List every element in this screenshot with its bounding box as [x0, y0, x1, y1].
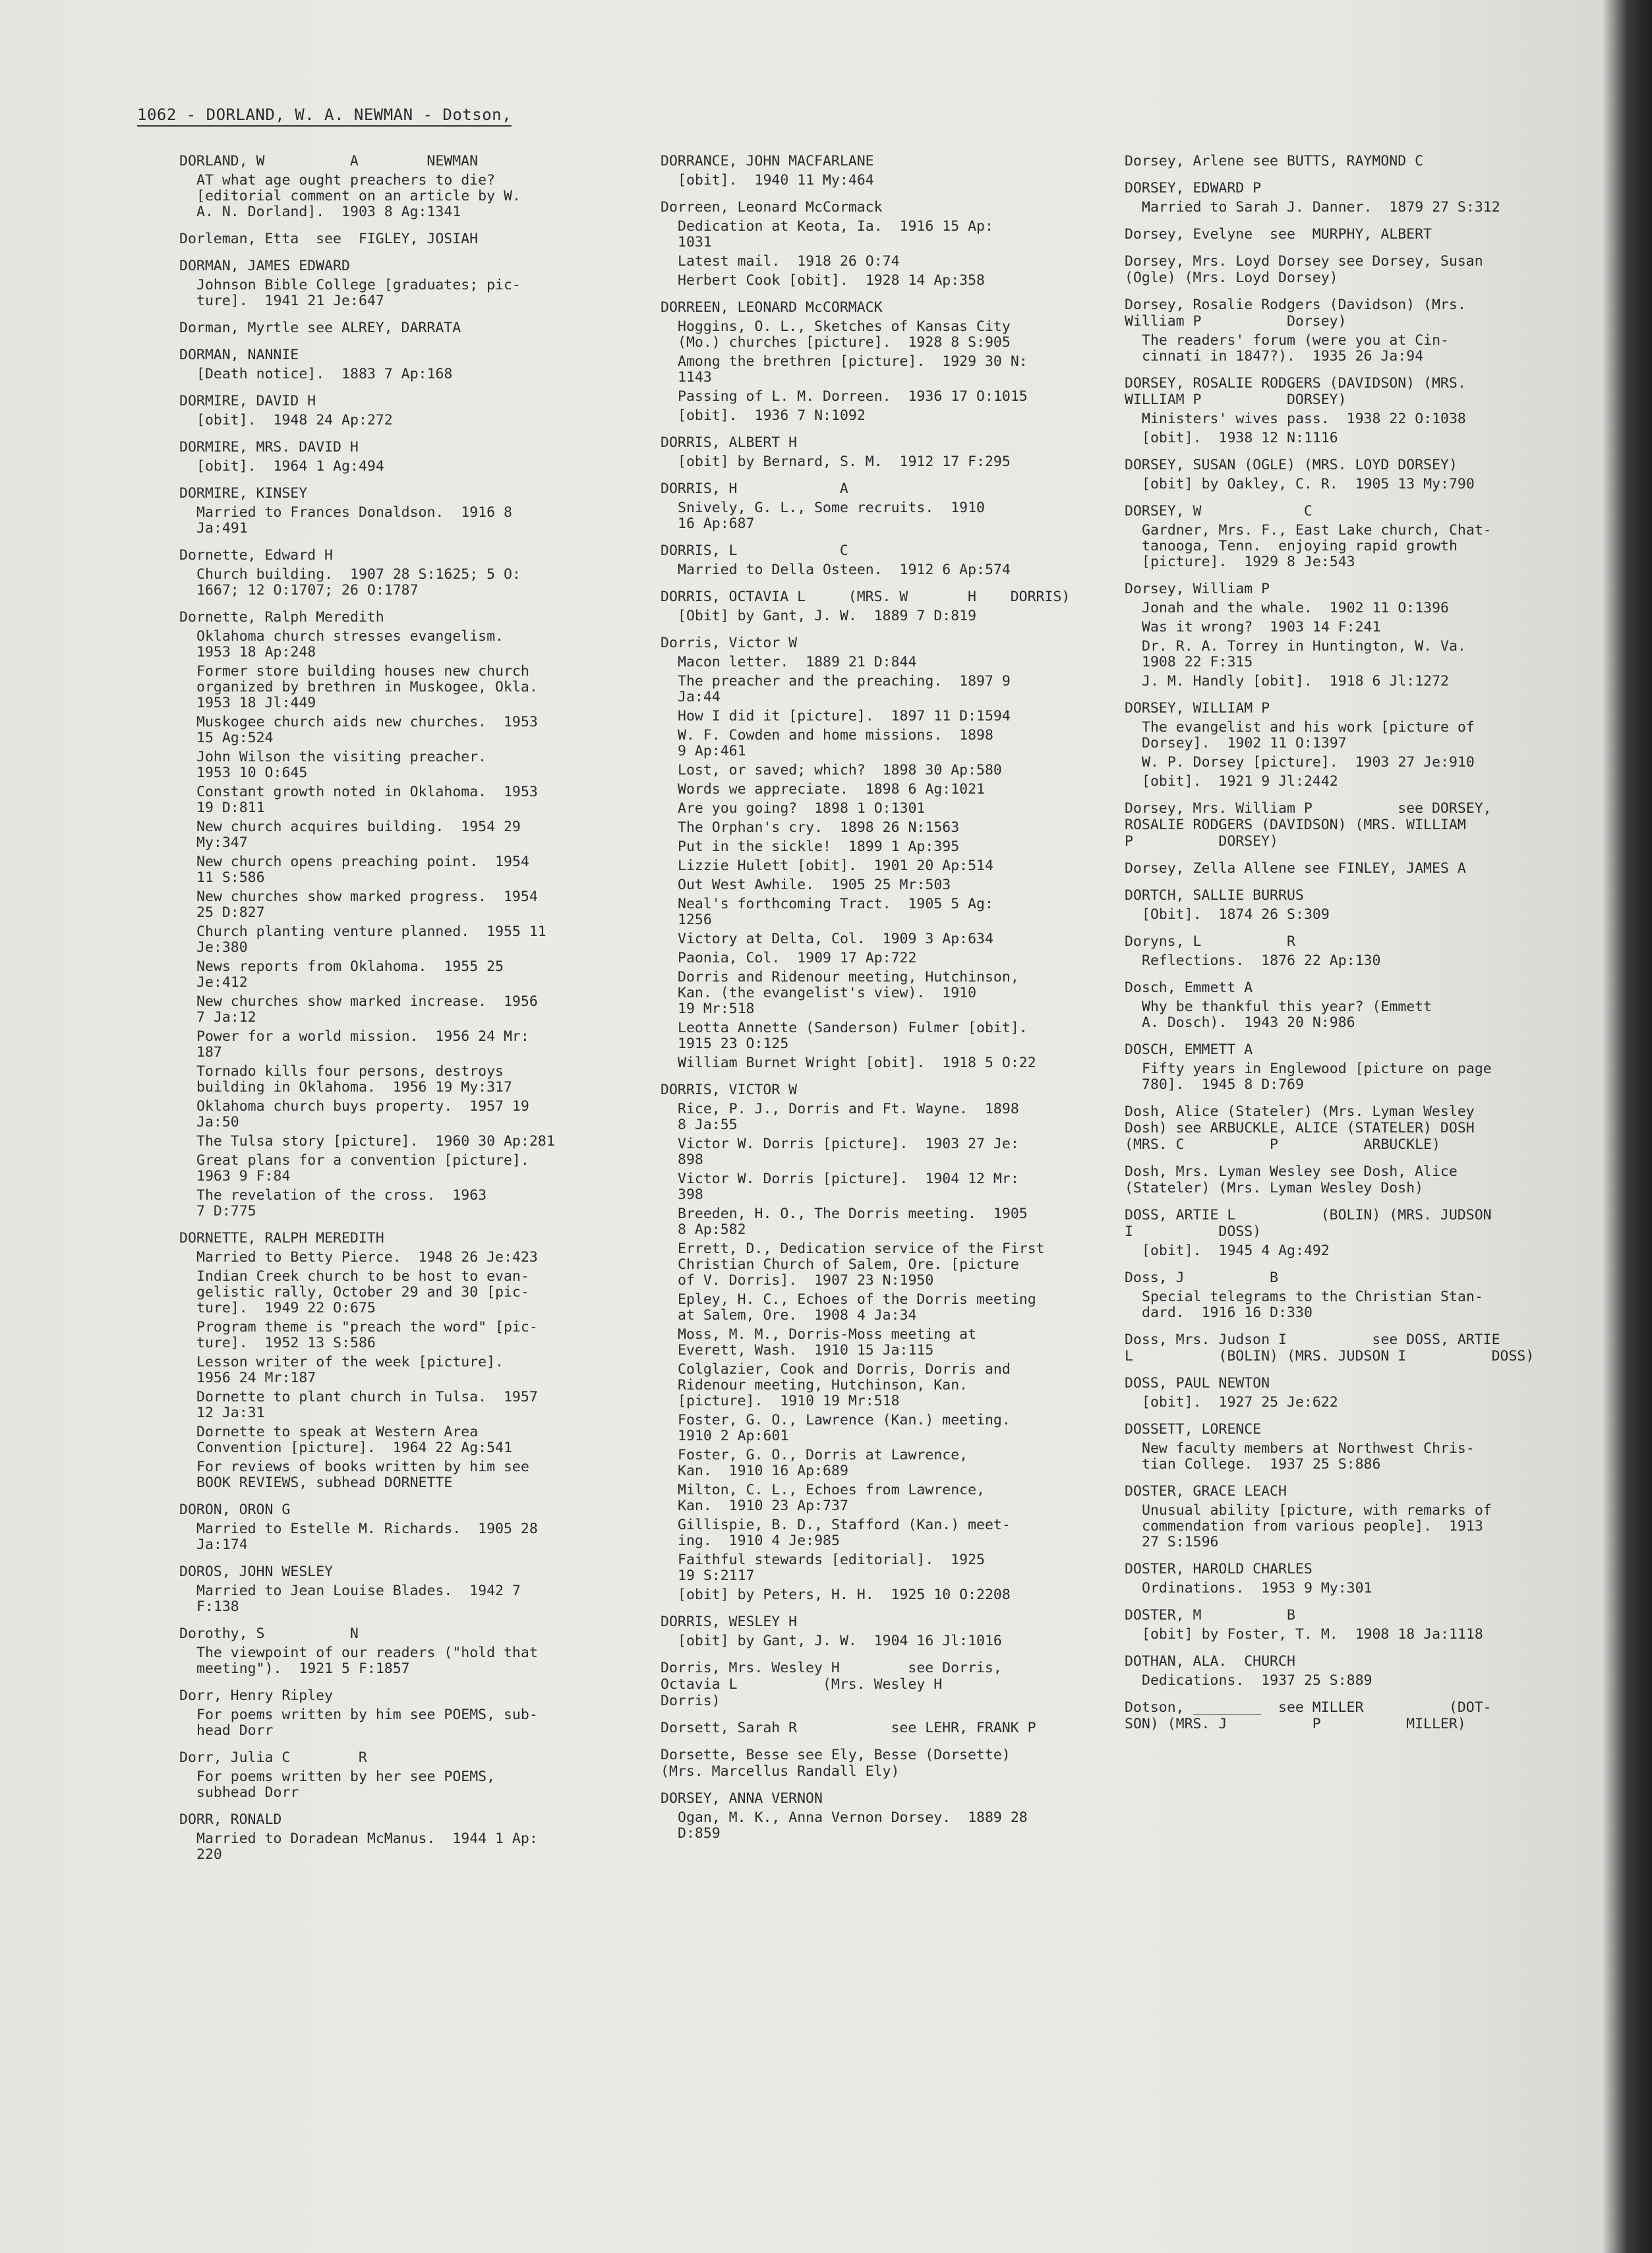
index-entry [178, 258, 606, 309]
citation-line: [obit]. 1938 12 N:1116 [1142, 430, 1338, 446]
running-head: 1062 - DORLAND, W. A. NEWMAN - Dotson, [137, 105, 512, 127]
citation-line: Victor W. Dorris [picture]. 1903 27 Je: 898 [678, 1136, 1019, 1168]
index-entry [659, 1790, 1094, 1842]
index-entry [178, 1749, 606, 1801]
index-entry [659, 434, 1094, 470]
index-entry [1123, 457, 1572, 492]
citation-line: Dorris and Ridenour meeting, Hutchinson, Kan. (the evangelist's view). 1910 19 Mr:518 [678, 969, 1019, 1017]
index-column-2 [659, 153, 1094, 1852]
citation-line: Oklahoma church buys property. 1957 19 Ja:50 [196, 1098, 529, 1130]
citation-line: [obit]. 1921 9 Jl:2442 [1142, 773, 1338, 790]
index-entry [1123, 1483, 1572, 1550]
index-entry [659, 635, 1094, 1071]
entry-heading: DOSS, PAUL NEWTON [1125, 1375, 1270, 1391]
index-entry [178, 347, 606, 382]
entry-heading: DORSEY, W C [1125, 503, 1313, 519]
citation-line: [obit]. 1945 4 Ag:492 [1142, 1243, 1330, 1259]
index-entry [178, 1502, 606, 1553]
index-entry [1123, 1163, 1572, 1196]
entry-heading: Dorothy, S N [179, 1625, 359, 1642]
citation-line: How I did it [picture]. 1897 11 D:1594 [678, 708, 1011, 724]
index-entry [1123, 297, 1572, 365]
index-entry [1123, 180, 1572, 216]
entry-heading: DOSTER, M B [1125, 1607, 1295, 1624]
citation-line: W. P. Dorsey [picture]. 1903 27 Je:910 [1142, 754, 1475, 771]
entry-heading: DORMIRE, MRS. DAVID H [179, 439, 359, 455]
entry-heading: Dorsey, Zella Allene see FINLEY, JAMES A [1125, 860, 1466, 877]
citation-line: Married to Betty Pierce. 1948 26 Je:423 [196, 1249, 538, 1266]
citation-line: Neal's forthcoming Tract. 1905 5 Ag: 1256 [678, 896, 993, 928]
citation-line: Lost, or saved; which? 1898 30 Ap:580 [678, 762, 1002, 778]
entry-heading: Dorman, Myrtle see ALREY, DARRATA [179, 320, 461, 336]
entry-heading: Dorris, Mrs. Wesley H see Dorris, Octavia L (Mrs. Wesley H Dorris) [661, 1660, 1002, 1709]
citation-line: The preacher and the preaching. 1897 9 Ja:44 [678, 673, 1011, 705]
entry-heading: DORRIS, H A [661, 481, 848, 497]
index-entry [1123, 153, 1572, 169]
index-column-1 [178, 153, 606, 1873]
citation-line: W. F. Cowden and home missions. 1898 9 Ap:461 [678, 727, 993, 759]
entry-heading: Dosch, Emmett A [1125, 980, 1253, 996]
citation-line: Why be thankful this year? (Emmett A. Dosch). 1943 20 N:986 [1142, 999, 1432, 1031]
citation-line: Great plans for a convention [picture]. 1963 9 F:84 [196, 1152, 529, 1185]
citation-line: [Obit] by Gant, J. W. 1889 7 D:819 [678, 608, 977, 624]
entry-heading: DORRIS, L C [661, 542, 848, 559]
index-entry [1123, 1699, 1572, 1732]
index-entry [178, 1811, 606, 1863]
index-entry [178, 1687, 606, 1739]
index-entry [1123, 1103, 1572, 1153]
entry-heading: Dotson, ________ see MILLER (DOT- SON) (MRS. J P MILLER) [1125, 1699, 1492, 1732]
entry-heading: Dorsett, Sarah R see LEHR, FRANK P [661, 1720, 1036, 1736]
citation-line: Macon letter. 1889 21 D:844 [678, 654, 917, 670]
citation-line: Indian Creek church to be host to evan- gelistic rally, October 29 and 30 [pic- ture]. 1949 22 O:675 [196, 1268, 529, 1316]
citation-line: Johnson Bible College [graduates; pic- ture]. 1941 21 Je:647 [196, 277, 521, 309]
citation-line: The Orphan's cry. 1898 26 N:1563 [678, 819, 960, 836]
citation-line: Moss, M. M., Dorris-Moss meeting at Everett, Wash. 1910 15 Ja:115 [678, 1326, 977, 1359]
index-entry [1123, 1421, 1572, 1473]
entry-heading: DORRANCE, JOHN MACFARLANE [661, 153, 874, 169]
entry-heading: DOSSETT, LORENCE [1125, 1421, 1262, 1438]
index-entry [659, 1082, 1094, 1603]
index-entry [1123, 887, 1572, 923]
entry-heading: DOSCH, EMMETT A [1125, 1041, 1253, 1058]
citation-line: Gillispie, B. D., Stafford (Kan.) meet- ing. 1910 4 Je:985 [678, 1517, 1011, 1549]
citation-line: Church planting venture planned. 1955 11 Je:380 [196, 923, 546, 956]
citation-line: Former store building houses new church organized by brethren in Muskogee, Okla. 1953 18 Jl:449 [196, 663, 538, 711]
citation-line: Foster, G. O., Lawrence (Kan.) meeting. 1910 2 Ap:601 [678, 1412, 1011, 1444]
index-entry [178, 609, 606, 1219]
entry-heading: Dorsette, Besse see Ely, Besse (Dorsette) (Mrs. Marcellus Randall Ely) [661, 1747, 1011, 1780]
citation-line: Snively, G. L., Some recruits. 1910 16 Ap:687 [678, 500, 985, 532]
entry-heading: DORRIS, WESLEY H [661, 1614, 798, 1630]
citation-line: Latest mail. 1918 26 O:74 [678, 253, 900, 270]
index-entry [659, 1660, 1094, 1709]
entry-heading: DORMAN, NANNIE [179, 347, 299, 363]
entry-heading: DORMIRE, DAVID H [179, 393, 316, 409]
citation-line: AT what age ought preachers to die? [editorial comment on an article by W. A. N. Dorland]. 1903 8 Ag:1341 [196, 172, 521, 220]
citation-line: [obit]. 1936 7 N:1092 [678, 407, 866, 424]
entry-heading: Dorsey, Evelyne see MURPHY, ALBERT [1125, 226, 1432, 243]
index-entry [1123, 800, 1572, 850]
entry-heading: DORTCH, SALLIE BURRUS [1125, 887, 1304, 904]
citation-line: Dornette to plant church in Tulsa. 1957 12 Ja:31 [196, 1389, 538, 1421]
citation-line: The revelation of the cross. 1963 7 D:775 [196, 1187, 487, 1219]
citation-line: Married to Jean Louise Blades. 1942 7 F:138 [196, 1583, 521, 1615]
citation-line: [obit] by Peters, H. H. 1925 10 O:2208 [678, 1587, 1011, 1603]
citation-line: Married to Sarah J. Danner. 1879 27 S:312 [1142, 199, 1500, 216]
citation-line: Was it wrong? 1903 14 F:241 [1142, 619, 1381, 635]
entry-heading: DORMAN, JAMES EDWARD [179, 258, 350, 274]
citation-line: Hoggins, O. L., Sketches of Kansas City (Mo.) churches [picture]. 1928 8 S:905 [678, 318, 1011, 351]
entry-heading: DORSEY, ROSALIE RODGERS (DAVIDSON) (MRS. WILLIAM P DORSEY) [1125, 375, 1466, 408]
index-entry [659, 481, 1094, 532]
citation-line: Power for a world mission. 1956 24 Mr: 187 [196, 1028, 529, 1061]
index-entry [1123, 980, 1572, 1031]
citation-line: Tornado kills four persons, destroys building in Oklahoma. 1956 19 My:317 [196, 1063, 512, 1096]
entry-heading: Dornette, Edward H [179, 547, 333, 564]
index-entry [1123, 581, 1572, 689]
index-entry [1123, 1375, 1572, 1411]
citation-line: Lesson writer of the week [picture]. 1956 24 Mr:187 [196, 1354, 504, 1386]
entry-heading: DOSS, ARTIE L (BOLIN) (MRS. JUDSON I DOSS) [1125, 1207, 1492, 1240]
index-entry [178, 231, 606, 247]
citation-line: Program theme is "preach the word" [pic- ture]. 1952 13 S:586 [196, 1319, 538, 1351]
citation-line: Constant growth noted in Oklahoma. 1953 19 D:811 [196, 784, 538, 816]
index-entry [178, 320, 606, 336]
citation-line: Leotta Annette (Sanderson) Fulmer [obit]. 1915 23 O:125 [678, 1020, 1028, 1052]
citation-line: News reports from Oklahoma. 1955 25 Je:412 [196, 958, 504, 991]
citation-line: Victory at Delta, Col. 1909 3 Ap:634 [678, 931, 993, 947]
entry-heading: DORR, RONALD [179, 1811, 282, 1828]
citation-line: Breeden, H. O., The Dorris meeting. 1905 8 Ap:582 [678, 1206, 1028, 1238]
citation-line: The viewpoint of our readers ("hold that meeting"). 1921 5 F:1857 [196, 1645, 538, 1677]
citation-line: Lizzie Hulett [obit]. 1901 20 Ap:514 [678, 858, 993, 874]
entry-heading: DORREEN, LEONARD McCORMACK [661, 299, 883, 316]
entry-heading: DOTHAN, ALA. CHURCH [1125, 1653, 1295, 1670]
citation-line: Among the brethren [picture]. 1929 30 N: 1143 [678, 353, 1028, 386]
citation-line: [Death notice]. 1883 7 Ap:168 [196, 366, 453, 382]
index-entry [659, 1747, 1094, 1780]
entry-heading: DORRIS, ALBERT H [661, 434, 798, 451]
citation-line: Church building. 1907 28 S:1625; 5 O: 1667; 12 O:1707; 26 O:1787 [196, 566, 521, 599]
citation-line: Foster, G. O., Dorris at Lawrence, Kan. 1910 16 Ap:689 [678, 1447, 968, 1479]
entry-heading: DORSEY, ANNA VERNON [661, 1790, 823, 1807]
entry-heading: Dosh, Mrs. Lyman Wesley see Dosh, Alice (Stateler) (Mrs. Lyman Wesley Dosh) [1125, 1163, 1458, 1196]
entry-heading: Dorsey, Rosalie Rodgers (Davidson) (Mrs. William P Dorsey) [1125, 297, 1466, 330]
citation-line: [obit] by Foster, T. M. 1908 18 Ja:1118 [1142, 1626, 1483, 1643]
citation-line: Are you going? 1898 1 O:1301 [678, 800, 926, 817]
citation-line: Colglazier, Cook and Dorris, Dorris and Ridenour meeting, Hutchinson, Kan. [picture]. 1910 19 Mr:518 [678, 1361, 1011, 1409]
citation-line: [obit] by Oakley, C. R. 1905 13 My:790 [1142, 476, 1475, 492]
entry-heading: Dorsey, Mrs. William P see DORSEY, ROSALIE RODGERS (DAVIDSON) (MRS. WILLIAM P DORSEY) [1125, 800, 1492, 850]
index-entry [1123, 860, 1572, 877]
entry-heading: Doss, Mrs. Judson I see DOSS, ARTIE L (BOLIN) (MRS. JUDSON I DOSS) [1125, 1331, 1535, 1364]
citation-line: Gardner, Mrs. F., East Lake church, Chat- tanooga, Tenn. enjoying rapid growth [picture]. 1929 8 Je:543 [1142, 522, 1492, 570]
entry-heading: Dorsey, William P [1125, 581, 1270, 597]
citation-line: [obit]. 1948 24 Ap:272 [196, 412, 393, 428]
entry-heading: Dorr, Henry Ripley [179, 1687, 333, 1704]
index-entry [1123, 1041, 1572, 1093]
citation-line: The readers' forum (were you at Cin- cinnati in 1847?). 1935 26 Ja:94 [1142, 332, 1449, 365]
citation-line: [obit]. 1940 11 My:464 [678, 172, 874, 189]
citation-line: [obit]. 1927 25 Je:622 [1142, 1394, 1338, 1411]
index-entry [178, 547, 606, 599]
citation-line: Out West Awhile. 1905 25 Mr:503 [678, 877, 951, 893]
entry-heading: Doss, J B [1125, 1270, 1278, 1286]
entry-heading: DORSEY, WILLIAM P [1125, 700, 1270, 717]
index-entry [178, 485, 606, 537]
citation-line: For reviews of books written by him see BOOK REVIEWS, subhead DORNETTE [196, 1459, 529, 1491]
citation-line: New church opens preaching point. 1954 11 S:586 [196, 854, 529, 886]
citation-line: [obit] by Gant, J. W. 1904 16 Jl:1016 [678, 1633, 1002, 1649]
index-entry [659, 1614, 1094, 1649]
index-entry [178, 1564, 606, 1615]
entry-heading: DOSTER, HAROLD CHARLES [1125, 1561, 1313, 1577]
entry-heading: DORLAND, W A NEWMAN [179, 153, 479, 169]
citation-line: New church acquires building. 1954 29 My:347 [196, 819, 521, 851]
index-entry [659, 299, 1094, 424]
citation-line: Errett, D., Dedication service of the First Christian Church of Salem, Ore. [picture of V. Dorris]. 1907 23 N:1950 [678, 1241, 1045, 1289]
index-entry [659, 153, 1094, 189]
citation-line: Reflections. 1876 22 Ap:130 [1142, 952, 1381, 969]
index-entry [1123, 375, 1572, 446]
citation-line: Victor W. Dorris [picture]. 1904 12 Mr: 398 [678, 1171, 1019, 1203]
index-entry [659, 589, 1094, 624]
index-entry [1123, 700, 1572, 790]
citation-line: Married to Della Osteen. 1912 6 Ap:574 [678, 562, 1011, 578]
entry-heading: Dosh, Alice (Stateler) (Mrs. Lyman Wesley Dosh) see ARBUCKLE, ALICE (STATELER) DOSH (MRS. C P ARBUCKLE) [1125, 1103, 1475, 1153]
entry-heading: DOROS, JOHN WESLEY [179, 1564, 333, 1580]
index-entry [1123, 1561, 1572, 1596]
citation-line: Married to Doradean McManus. 1944 1 Ap: 220 [196, 1830, 538, 1863]
index-entry [1123, 226, 1572, 243]
entry-heading: Dorreen, Leonard McCormack [661, 199, 883, 216]
entry-heading: Dorsey, Mrs. Loyd Dorsey see Dorsey, Susan (Ogle) (Mrs. Loyd Dorsey) [1125, 253, 1483, 286]
index-entry [659, 1720, 1094, 1736]
index-entry [178, 1625, 606, 1677]
index-entry [178, 1230, 606, 1491]
index-entry [1123, 1653, 1572, 1689]
entry-heading: DOSTER, GRACE LEACH [1125, 1483, 1287, 1500]
entry-heading: DORRIS, OCTAVIA L (MRS. W H DORRIS) [661, 589, 1071, 605]
entry-heading: Dornette, Ralph Meredith [179, 609, 384, 626]
citation-line: Oklahoma church stresses evangelism. 1953 18 Ap:248 [196, 628, 504, 660]
entry-heading: DORSEY, SUSAN (OGLE) (MRS. LOYD DORSEY) [1125, 457, 1458, 473]
citation-line: Jonah and the whale. 1902 11 O:1396 [1142, 600, 1449, 616]
citation-line: William Burnet Wright [obit]. 1918 5 O:22 [678, 1055, 1036, 1071]
citation-line: Milton, C. L., Echoes from Lawrence, Kan. 1910 23 Ap:737 [678, 1482, 985, 1514]
citation-line: Paonia, Col. 1909 17 Ap:722 [678, 950, 917, 966]
citation-line: Dr. R. A. Torrey in Huntington, W. Va. 1908 22 F:315 [1142, 638, 1466, 670]
citation-line: Words we appreciate. 1898 6 Ag:1021 [678, 781, 985, 798]
entry-heading: DORRIS, VICTOR W [661, 1082, 798, 1098]
citation-line: For poems written by her see POEMS, subhead Dorr [196, 1769, 496, 1801]
citation-line: Fifty years in Englewood [picture on page 780]. 1945 8 D:769 [1142, 1061, 1492, 1093]
citation-line: Dornette to speak at Western Area Convention [picture]. 1964 22 Ag:541 [196, 1424, 512, 1456]
citation-line: Ogan, M. K., Anna Vernon Dorsey. 1889 28 D:859 [678, 1809, 1028, 1842]
citation-line: The evangelist and his work [picture of Dorsey]. 1902 11 O:1397 [1142, 719, 1475, 751]
index-entry [1123, 933, 1572, 969]
citation-line: New churches show marked progress. 1954 25 D:827 [196, 889, 538, 921]
citation-line: John Wilson the visiting preacher. 1953 10 O:645 [196, 749, 487, 781]
citation-line: Faithful stewards [editorial]. 1925 19 S:2117 [678, 1552, 985, 1584]
index-entry [178, 153, 606, 220]
index-entry [659, 199, 1094, 289]
citation-line: Put in the sickle! 1899 1 Ap:395 [678, 838, 960, 855]
entry-heading: Dorr, Julia C R [179, 1749, 367, 1766]
citation-line: Unusual ability [picture, with remarks of commendation from various people]. 1913 27 S:1596 [1142, 1502, 1492, 1550]
citation-line: [Obit]. 1874 26 S:309 [1142, 906, 1330, 923]
index-entry [1123, 1331, 1572, 1364]
citation-line: Dedication at Keota, Ia. 1916 15 Ap: 1031 [678, 218, 993, 250]
entry-heading: DORSEY, EDWARD P [1125, 180, 1262, 196]
citation-line: Ordinations. 1953 9 My:301 [1142, 1580, 1372, 1596]
index-entry [178, 393, 606, 428]
citation-line: New faculty members at Northwest Chris- tian College. 1937 25 S:886 [1142, 1440, 1475, 1473]
citation-line: [obit]. 1964 1 Ag:494 [196, 458, 384, 475]
citation-line: Passing of L. M. Dorreen. 1936 17 O:1015 [678, 388, 1028, 405]
index-entry [178, 439, 606, 475]
entry-heading: Dorleman, Etta see FIGLEY, JOSIAH [179, 231, 479, 247]
entry-heading: Dorsey, Arlene see BUTTS, RAYMOND C [1125, 153, 1424, 169]
citation-line: Married to Frances Donaldson. 1916 8 Ja:491 [196, 504, 512, 537]
citation-line: Dedications. 1937 25 S:889 [1142, 1672, 1372, 1689]
index-entry [1123, 253, 1572, 286]
index-entry [659, 542, 1094, 578]
citation-line: Married to Estelle M. Richards. 1905 28 Ja:174 [196, 1521, 538, 1553]
citation-line: For poems written by him see POEMS, sub- head Dorr [196, 1707, 538, 1739]
citation-line: Special telegrams to the Christian Stan- dard. 1916 16 D:330 [1142, 1289, 1483, 1321]
index-entry [1123, 1607, 1572, 1643]
citation-line: Muskogee church aids new churches. 1953 15 Ag:524 [196, 714, 538, 746]
entry-heading: DORON, ORON G [179, 1502, 291, 1518]
entry-heading: DORNETTE, RALPH MEREDITH [179, 1230, 384, 1246]
citation-line: The Tulsa story [picture]. 1960 30 Ap:281 [196, 1133, 555, 1150]
entry-heading: Doryns, L R [1125, 933, 1295, 950]
citation-line: Herbert Cook [obit]. 1928 14 Ap:358 [678, 272, 985, 289]
citation-line: Rice, P. J., Dorris and Ft. Wayne. 1898 8 Ja:55 [678, 1101, 1019, 1133]
index-entry [1123, 1270, 1572, 1321]
citation-line: J. M. Handly [obit]. 1918 6 Jl:1272 [1142, 673, 1449, 689]
index-entry [1123, 503, 1572, 570]
entry-heading: Dorris, Victor W [661, 635, 798, 651]
citation-line: Ministers' wives pass. 1938 22 O:1038 [1142, 411, 1466, 427]
citation-line: [obit] by Bernard, S. M. 1912 17 F:295 [678, 454, 1011, 470]
index-entry [1123, 1207, 1572, 1259]
entry-heading: DORMIRE, KINSEY [179, 485, 308, 502]
citation-line: Epley, H. C., Echoes of the Dorris meeting at Salem, Ore. 1908 4 Ja:34 [678, 1291, 1036, 1324]
citation-line: New churches show marked increase. 1956 7 Ja:12 [196, 993, 538, 1026]
index-column-3 [1123, 153, 1572, 1743]
